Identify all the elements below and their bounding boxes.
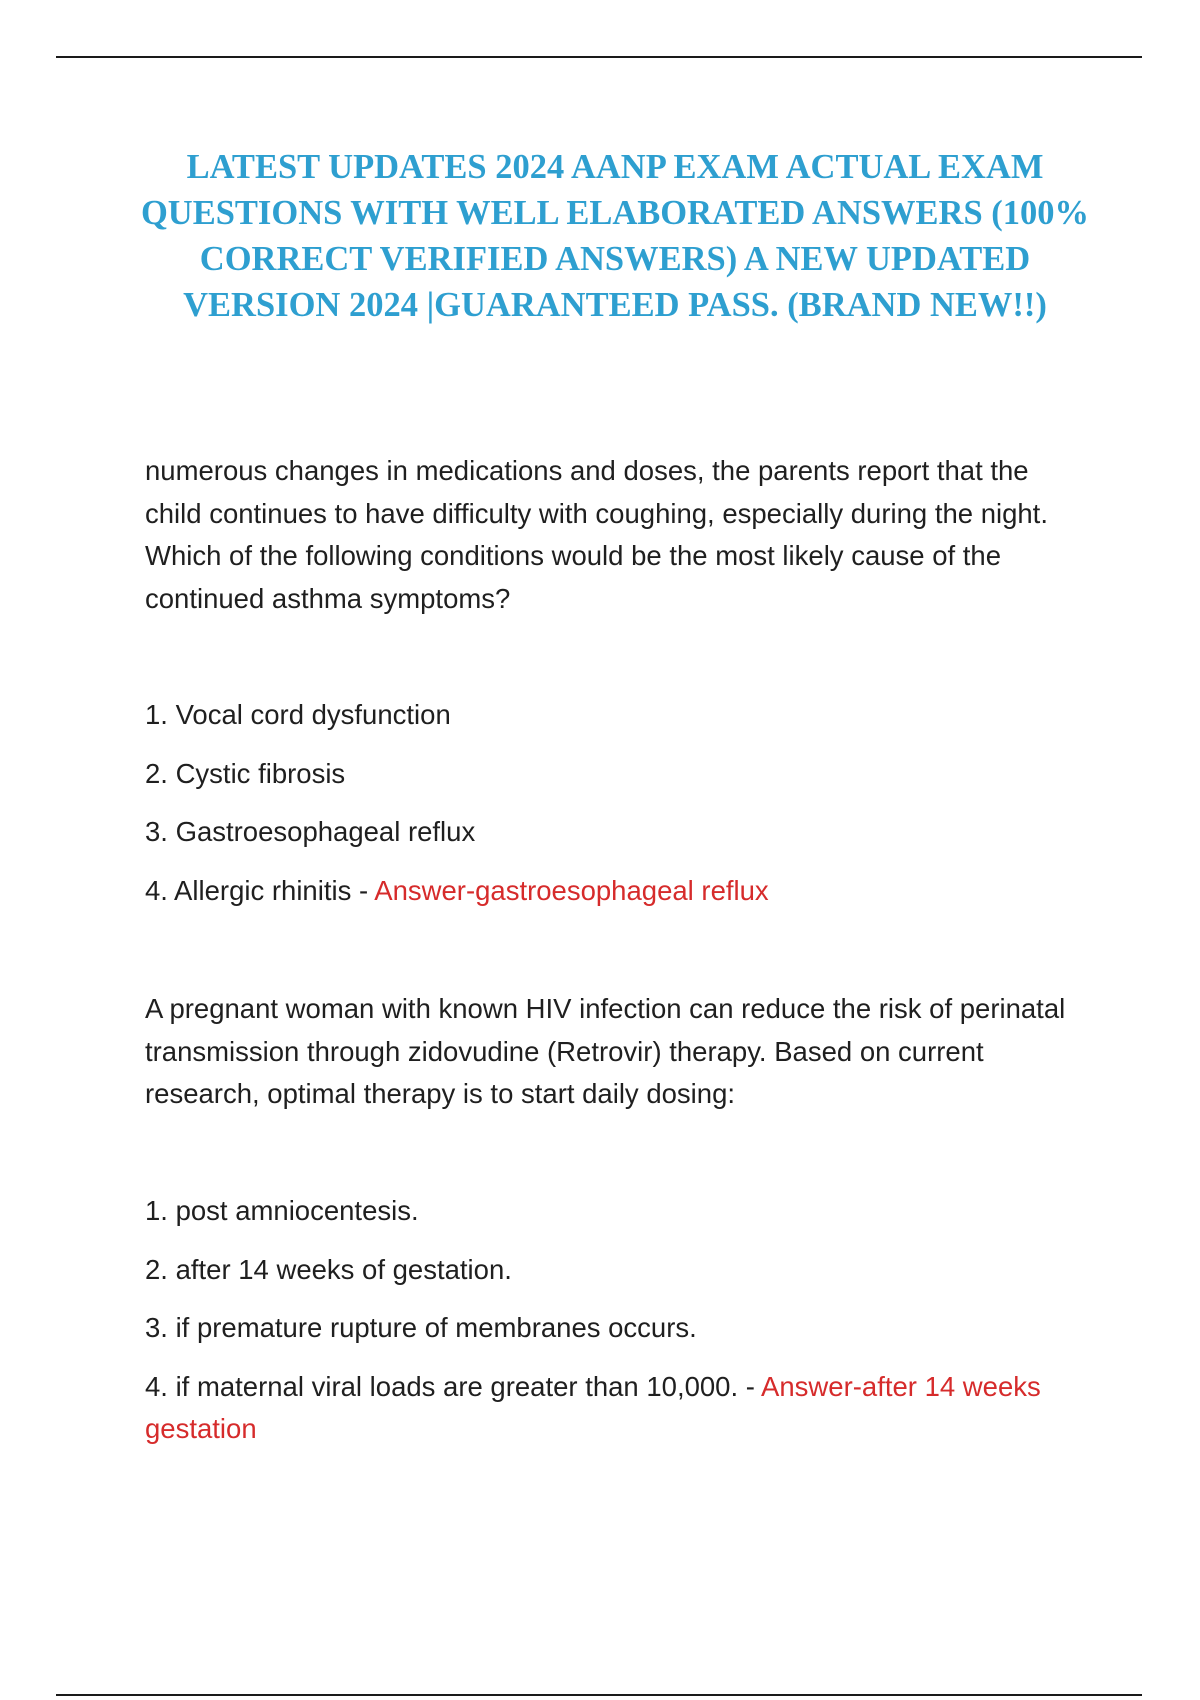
question-1-option-3: 3. Gastroesophageal reflux	[145, 816, 476, 847]
question-2-answer: Answer-after 14 weeks gestation	[145, 1370, 1041, 1444]
question-2-option-3: 3. if premature rupture of membranes occurs.	[145, 1312, 697, 1343]
question-1-option-2: 2. Cystic fibrosis	[145, 757, 346, 789]
bottom-divider	[56, 1694, 1142, 1696]
document-title: LATEST UPDATES 2024 AANP EXAM ACTUAL EXAM QUESTIONS WITH WELL ELABORATED ANSWERS (100% CORRECT VERIFIED ANSWERS) A NEW UPDATED VERSION 2024 |GUARANTEED PASS. (BRAND NEW!!)	[140, 148, 1090, 324]
question-1-option-4: 4. Allergic rhinitis - Answer-gastroesophageal reflux	[145, 874, 769, 906]
question-1-option-1: 1. Vocal cord dysfunction	[145, 699, 451, 730]
question-2-option-4: 4. if maternal viral loads are greater than 10,000. - Answer-after 14 weeks gestation	[145, 1370, 1041, 1444]
question-2-option-2: 2. after 14 weeks of gestation.	[145, 1253, 512, 1285]
question-2-stem: A pregnant woman with known HIV infection can reduce the risk of perinatal transmission through zidovudine (Retrovir) therapy. Based on current research, optimal therapy is to start daily dosing:	[145, 993, 1066, 1109]
question-2-options	[145, 1190, 1085, 1467]
top-divider	[56, 56, 1142, 58]
question-1-options	[145, 694, 1085, 928]
question-2-option-1: 1. post amniocentesis.	[145, 1195, 419, 1226]
question-1-stem: numerous changes in medications and doses, the parents report that the child continues to have difficulty with coughing, especially during the night. Which of the following conditions would be the most likely cause of the continued asthma symptoms?	[145, 455, 1048, 614]
question-1-answer: Answer-gastroesophageal reflux	[374, 874, 769, 906]
